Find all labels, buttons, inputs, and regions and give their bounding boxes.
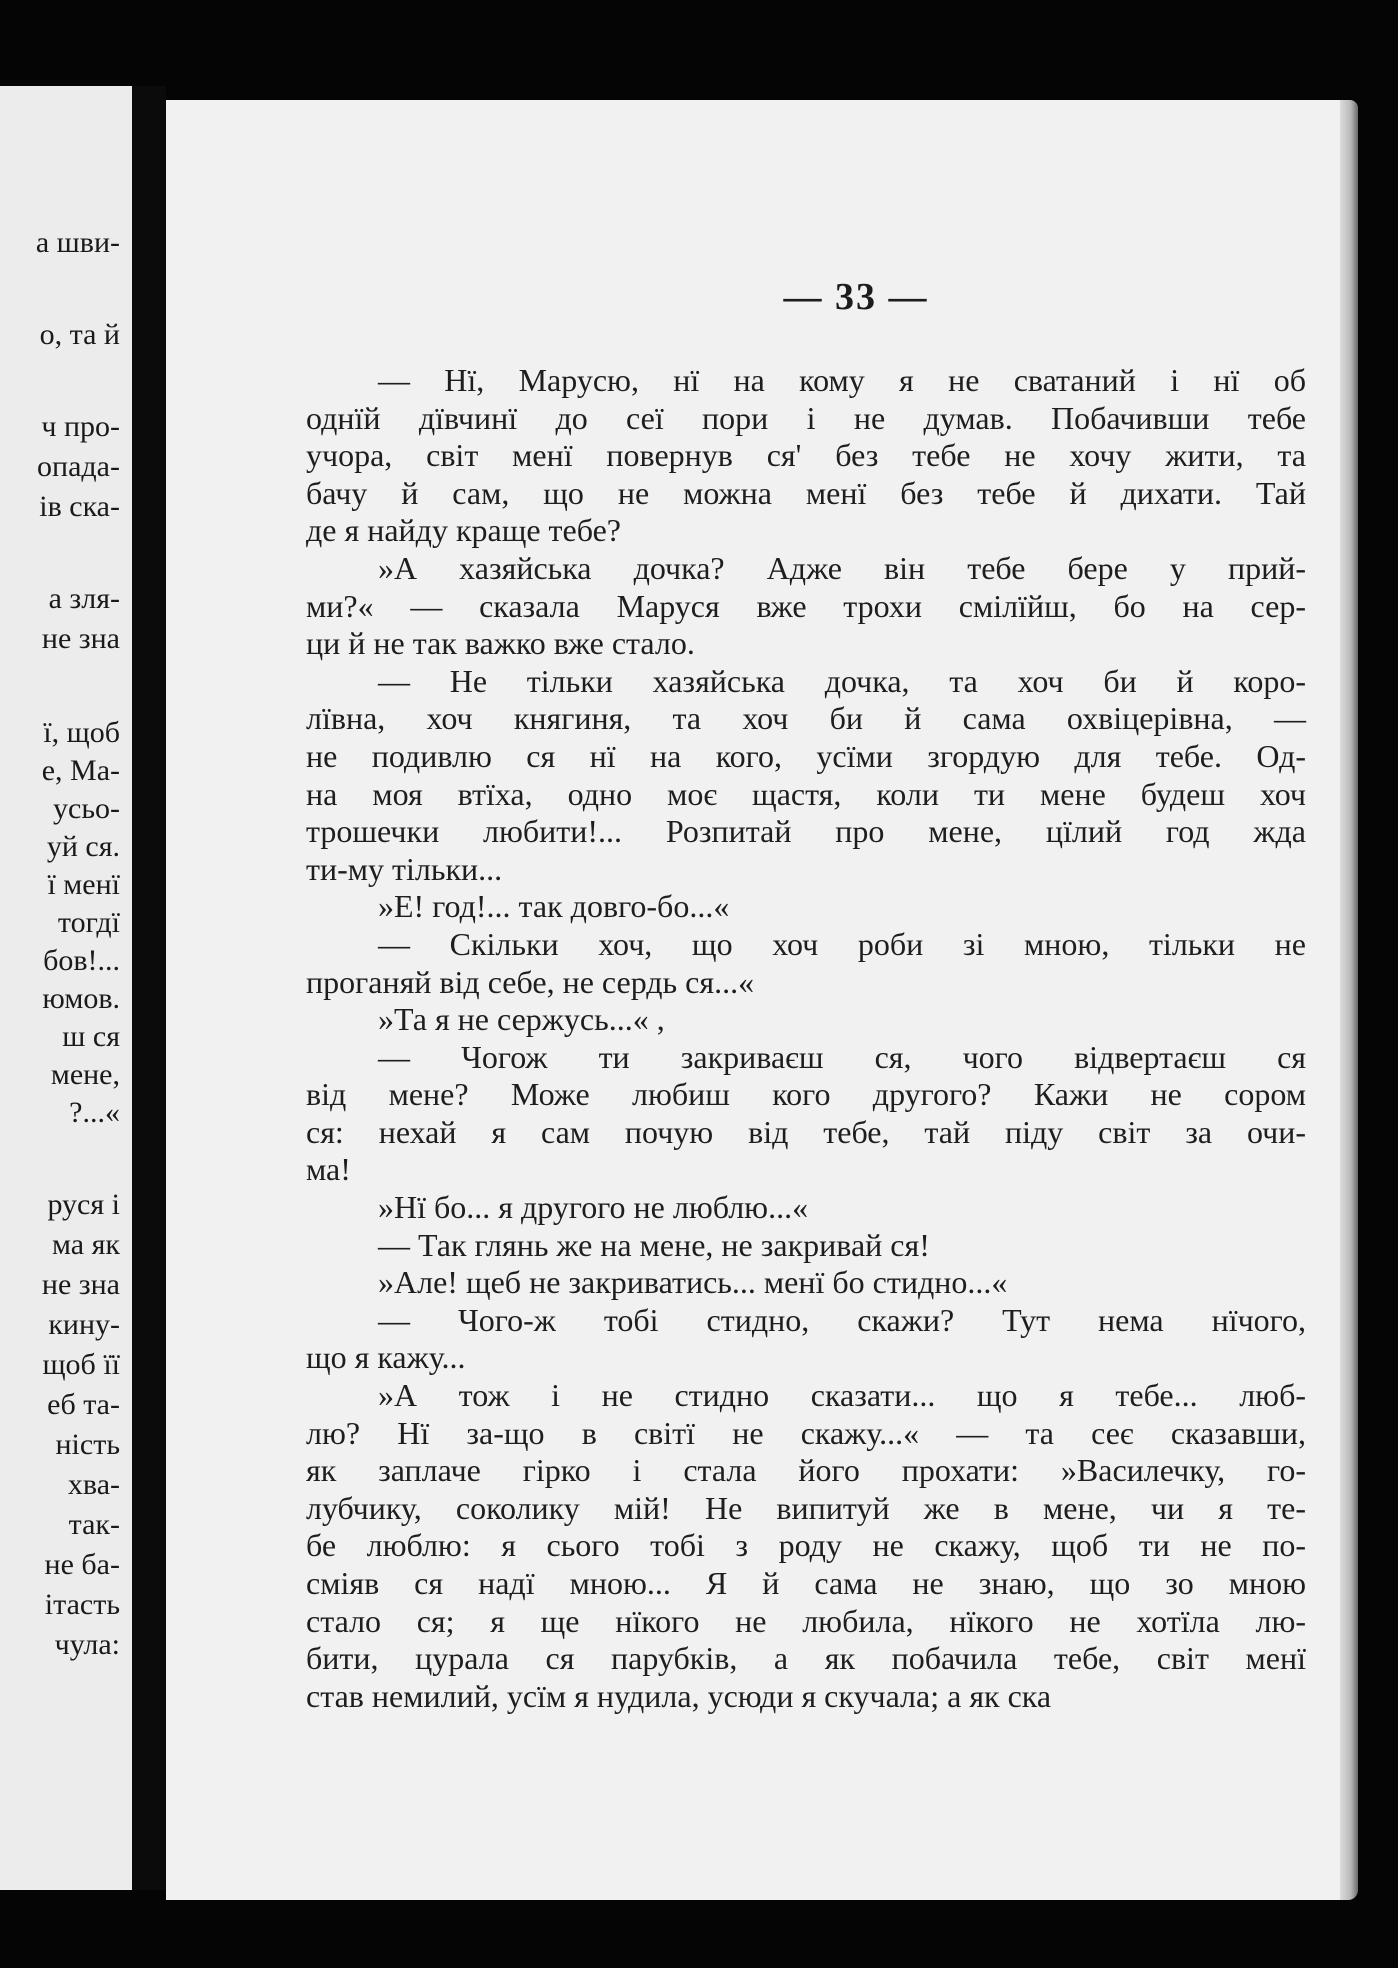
previous-page-line: ш ся (62, 1020, 120, 1053)
previous-page-line: не зна (41, 622, 120, 655)
previous-page-line: еб та- (47, 1388, 120, 1421)
text-line: як заплаче гірко і стала його прохати: »Василечку, го- (306, 1452, 1306, 1489)
text-line: бе люблю: я сього тобі з роду не скажу, щоб ти не по- (306, 1527, 1306, 1564)
text-line: ма! (306, 1151, 351, 1188)
previous-page-line: юмов. (42, 982, 120, 1015)
text-line: »Але! щеб не закриватись... менї бо стидно...« (378, 1264, 1008, 1301)
text-line: — Нї, Марусю, нї на кому я не сватаний і нї об (378, 362, 1306, 398)
text-line: ци й не так важко вже стало. (306, 625, 695, 662)
previous-page-line: ність (55, 1428, 120, 1461)
previous-page-line: а зля- (48, 582, 120, 615)
text-line: »А тож і не стидно сказати... що я тебе... люб- (378, 1377, 1306, 1414)
previous-page-line: ї менї (47, 868, 120, 901)
text-line: трошечки любити!... Розпитай про мене, цїлий год жда (306, 813, 1306, 850)
text-line: — Так глянь же на мене, не закривай ся! (378, 1226, 930, 1263)
text-line: стало ся; я ще нїкого не любила, нїкого не хотїла лю- (306, 1602, 1306, 1639)
previous-page-fragment (0, 86, 132, 1890)
previous-page-line: тогдї (57, 906, 120, 939)
text-line: став немилий, усїм я нудила, усюди я скучала; а як ска (306, 1677, 1052, 1714)
previous-page-line: хва- (67, 1468, 120, 1501)
text-line: »Нї бо... я другого не люблю...« (378, 1189, 809, 1226)
text-line: не подивлю ся нї на кого, усїми згордую для тебе. Од- (306, 737, 1306, 774)
previous-page-line: усьо- (53, 792, 120, 825)
previous-page-line: опада- (37, 450, 120, 483)
text-line: »Та я не сержусь...« , (378, 1001, 665, 1038)
text-line: — Скільки хоч, що хоч роби зі мною, тільки не (378, 925, 1306, 962)
previous-page-line: уй ся. (46, 830, 120, 863)
previous-page-line: ів ска- (39, 490, 120, 523)
text-line: ми?« — сказала Маруся вже трохи смілїйш, бо на сер- (306, 587, 1306, 624)
previous-page-line: е, Ма- (41, 754, 120, 787)
page-body-text (306, 362, 1306, 1715)
text-line: бачу й сам, що не можна менї без тебе й дихати. Тай (306, 474, 1306, 511)
previous-page-line: о, та й (39, 318, 120, 351)
text-line: »А хазяйська дочка? Адже він тебе бере у прий- (378, 549, 1306, 586)
previous-page-line: не ба- (44, 1548, 120, 1581)
text-line: проганяй від себе, не сердь ся...« (306, 963, 755, 1000)
previous-page-line: ітасть (44, 1588, 120, 1621)
previous-page-line: мене, (50, 1058, 120, 1091)
previous-page-line: ?...« (69, 1096, 120, 1129)
previous-page-line: руся і (47, 1188, 120, 1221)
text-line: сміяв ся надї мною... Я й сама не знаю, що зо мною (306, 1565, 1306, 1601)
previous-page-line: ї, щоб (43, 716, 120, 749)
text-line: на моя втїха, одно моє щастя, коли ти мене будеш хоч (306, 775, 1306, 812)
text-line: лубчику, соколику мій! Не випитуй же в мене, чи я те- (306, 1489, 1306, 1526)
text-line: що я кажу... (306, 1339, 466, 1376)
current-page (166, 100, 1356, 1900)
page-number: — 33 — (783, 276, 929, 318)
text-line: — Чогож ти закриваєш ся, чого відвертаєш ся (378, 1038, 1306, 1075)
book-gutter (132, 86, 166, 1890)
previous-page-line: бов!... (43, 944, 120, 977)
page-edge (1340, 100, 1358, 1900)
text-line: однїй дївчинї до сеї пори і не думав. Побачивши тебе (306, 399, 1306, 436)
previous-page-line: так- (68, 1508, 120, 1541)
previous-page-line: кину- (48, 1308, 120, 1341)
text-line: лївна, хоч княгиня, та хоч би й сама охвіцерівна, — (306, 700, 1306, 737)
text-line: — Чого-ж тобі стидно, скажи? Тут нема нїчого, (378, 1301, 1306, 1338)
previous-page-line: чула: (54, 1628, 120, 1661)
text-line: бити, цурала ся парубків, а як побачила тебе, світ менї (306, 1640, 1306, 1677)
previous-page-line: не зна (41, 1268, 120, 1301)
text-line: ся: нехай я сам почую від тебе, тай піду світ за очи- (306, 1113, 1306, 1150)
text-line: — Не тільки хазяйська дочка, та хоч би й коро- (378, 662, 1306, 699)
previous-page-line: а шви- (35, 226, 120, 259)
text-line: ти-му тільки... (306, 850, 503, 887)
text-line: учора, світ менї повернув ся' без тебе не хочу жити, та (306, 437, 1306, 474)
text-line: »Е! год!... так довго-бо...« (378, 888, 730, 925)
text-line: лю? Нї за-що в світї не скажу...« — та сеє сказавши, (306, 1414, 1306, 1451)
previous-page-line: ма як (52, 1228, 120, 1261)
text-line: де я найду краще тебе? (306, 512, 621, 549)
previous-page-line: щоб її (42, 1348, 120, 1381)
previous-page-line: ч про- (41, 410, 120, 443)
text-line: від мене? Може любиш кого другого? Кажи не сором (306, 1076, 1306, 1113)
